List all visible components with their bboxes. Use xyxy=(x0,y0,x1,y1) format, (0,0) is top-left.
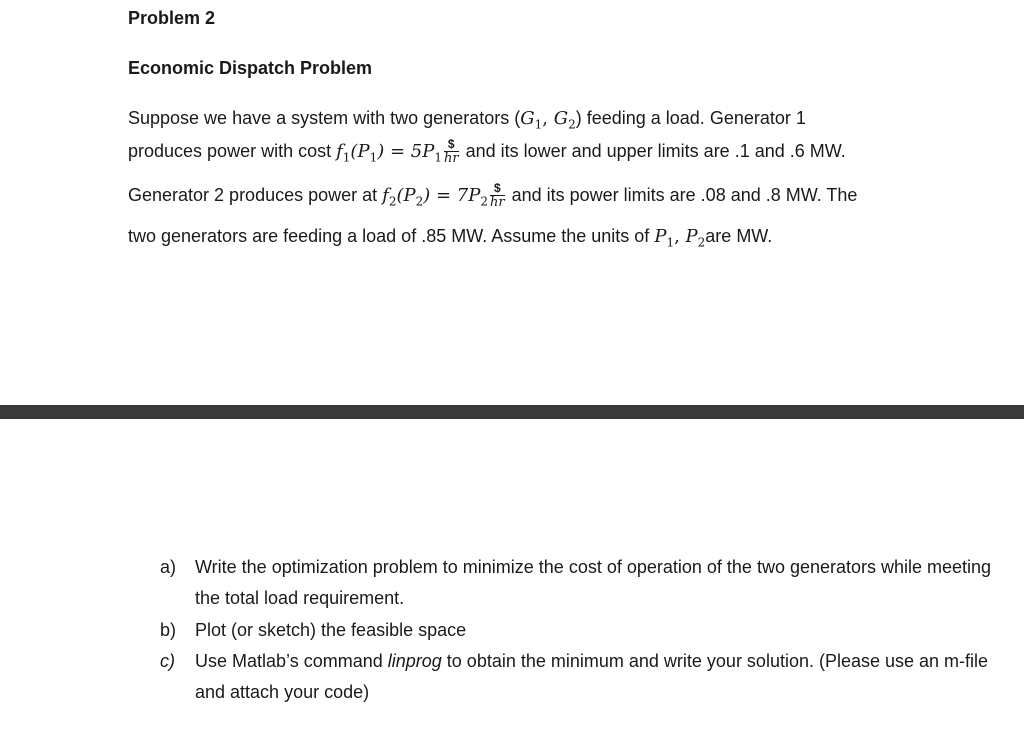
question-label: b) xyxy=(160,620,177,640)
math-sep: , xyxy=(542,108,554,129)
statement-text: are MW. xyxy=(705,226,773,246)
question-text xyxy=(195,646,1000,708)
unit-denominator: hr xyxy=(443,151,459,166)
statement-text: Suppose we have a system with two generators ( xyxy=(128,108,521,128)
statement-text: and its lower and upper limits are .1 and .6 MW. xyxy=(460,140,846,161)
math-p1: P xyxy=(654,226,667,247)
math-sub: 2 xyxy=(415,194,424,209)
math-g2: G xyxy=(553,108,569,129)
math-sub: 1 xyxy=(534,117,543,132)
statement-line-3 xyxy=(128,182,857,210)
math-sub: 1 xyxy=(434,150,442,165)
question-label: a) xyxy=(160,557,177,577)
question-text: Write the optimization problem to minimize the cost of operation of the two generators while meeting the total load requirement. xyxy=(195,557,992,608)
statement-line-2 xyxy=(128,138,846,166)
math-f1: f xyxy=(336,140,343,162)
question-label: c) xyxy=(160,651,175,671)
unit-denominator: hr xyxy=(490,195,505,210)
statement-line-1 xyxy=(128,108,806,132)
unit-numerator: $ xyxy=(444,138,459,152)
unit-fraction xyxy=(490,182,505,210)
math-expression: ) = 7P xyxy=(423,184,481,206)
question-a xyxy=(160,552,1000,614)
math-g1: G xyxy=(520,108,535,129)
math-sub: 1 xyxy=(369,150,378,165)
question-b xyxy=(160,615,1000,646)
statement-text: Generator 2 produces power at xyxy=(128,184,383,205)
question-text-part: to obtain the minimum and write your solution. (Please use an m-file and attach your code) xyxy=(195,651,989,702)
statement-text: and its power limits are .08 and .8 MW. The xyxy=(506,184,858,205)
command-name: linprog xyxy=(387,651,442,671)
math-sub: 1 xyxy=(666,235,675,250)
statement-line-4 xyxy=(128,226,772,250)
statement-text: produces power with cost xyxy=(128,140,337,161)
statement-text: ) feeding a load. Generator 1 xyxy=(575,108,806,128)
math-expression: ) = 5P xyxy=(377,140,435,162)
math-sub: 2 xyxy=(480,194,489,209)
page-divider xyxy=(0,405,1024,419)
math-p2: (P xyxy=(396,184,416,206)
question-text-part: Use Matlab’s command xyxy=(195,651,388,671)
math-p1: (P xyxy=(350,140,370,162)
math-p2: P xyxy=(685,226,698,247)
problem-title: Economic Dispatch Problem xyxy=(128,58,373,78)
math-sep: , xyxy=(674,226,686,247)
math-f2: f xyxy=(382,184,389,206)
unit-fraction xyxy=(444,138,459,166)
page-bottom xyxy=(0,420,1024,736)
question-text: Plot (or sketch) the feasible space xyxy=(195,620,467,640)
statement-text: two generators are feeding a load of .85 MW. Assume the units of xyxy=(128,226,655,246)
math-sub: 2 xyxy=(388,194,397,209)
question-c xyxy=(160,646,1000,708)
problem-number: Problem 2 xyxy=(128,8,216,28)
unit-numerator: $ xyxy=(490,182,505,196)
math-sub: 1 xyxy=(342,150,351,165)
math-sub: 2 xyxy=(697,235,706,250)
math-sub: 2 xyxy=(568,117,576,132)
